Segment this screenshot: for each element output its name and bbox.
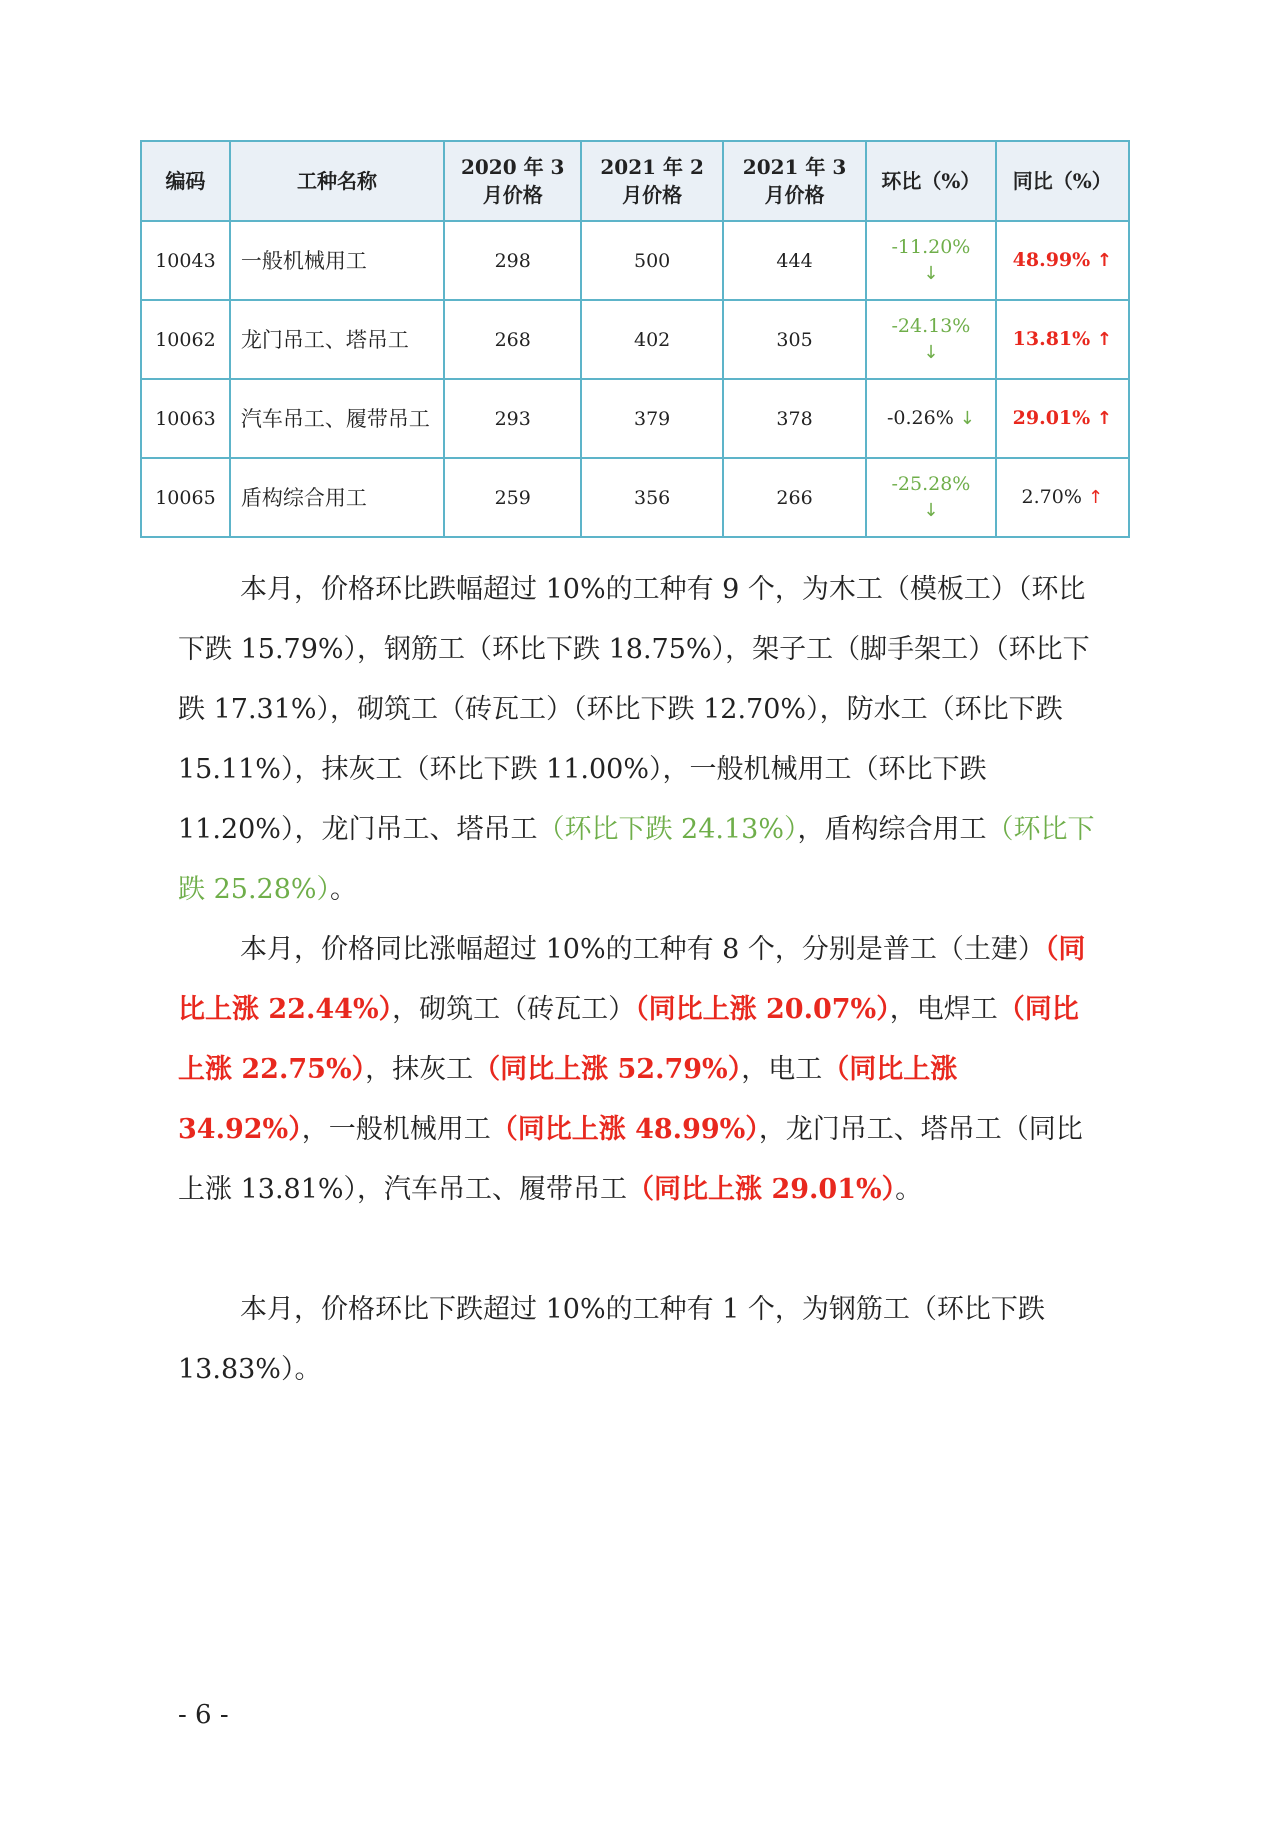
table-row xyxy=(141,379,1129,458)
cell-yoy xyxy=(996,300,1129,379)
header-mom: 环比（%） xyxy=(866,141,995,221)
cell-price: 402 xyxy=(581,300,722,379)
table-row xyxy=(141,458,1129,537)
cell-price: 444 xyxy=(723,221,866,300)
header-name: 工种名称 xyxy=(230,141,444,221)
cell-price: 379 xyxy=(581,379,722,458)
table-header-row xyxy=(141,141,1129,221)
mom-value: -25.28% xyxy=(891,473,971,495)
page-number: - 6 - xyxy=(178,1700,229,1730)
cell-price: 500 xyxy=(581,221,722,300)
para-text: ，盾构综合用工 xyxy=(797,814,987,845)
header-price-2020-03: 2020 年 3 月价格 xyxy=(444,141,581,221)
cell-code: 10063 xyxy=(141,379,230,458)
arrow-up-icon: ↑ xyxy=(1096,250,1112,271)
para-highlight-red: （同比上涨 52.79%） xyxy=(473,1054,742,1085)
header-code: 编码 xyxy=(141,141,230,221)
mom-value: -11.20% xyxy=(891,236,971,258)
cell-price: 378 xyxy=(723,379,866,458)
para-highlight-red: （同比上涨 22.75%） xyxy=(178,994,1079,1085)
para-highlight-red: （同比上涨 29.01%） xyxy=(627,1174,896,1205)
mom-value: -24.13% xyxy=(891,315,971,337)
cell-code: 10065 xyxy=(141,458,230,537)
arrow-down-icon: ↓ xyxy=(923,263,939,284)
paragraph-mom-decline-2: 本月，价格环比下跌超过 10%的工种有 1 个，为钢筋工（环比下跌 13.83%）。 xyxy=(178,1294,1045,1385)
arrow-up-icon: ↑ xyxy=(1096,329,1112,350)
cell-name: 盾构综合用工 xyxy=(230,458,444,537)
para-text: ，电焊工 xyxy=(889,994,998,1025)
para-highlight-green: （环比下跌 24.13%） xyxy=(537,814,798,845)
header-yoy: 同比（%） xyxy=(996,141,1129,221)
cell-yoy xyxy=(996,458,1129,537)
header-price-2021-03: 2021 年 3 月价格 xyxy=(723,141,866,221)
arrow-down-icon: ↓ xyxy=(923,500,939,521)
cell-price: 305 xyxy=(723,300,866,379)
cell-mom xyxy=(866,221,995,300)
paragraph-mom-decline xyxy=(178,560,1098,920)
para-text: 。 xyxy=(895,1174,923,1205)
price-table xyxy=(140,140,1130,538)
yoy-value: 48.99% xyxy=(1012,249,1091,271)
arrow-down-icon: ↓ xyxy=(923,342,939,363)
cell-mom xyxy=(866,379,995,458)
cell-price: 356 xyxy=(581,458,722,537)
para-text: 本月，价格环比跌幅超过 10%的工种有 9 个，为木工（模板工）（环比下跌 15.79%），钢筋工（环比下跌 18.75%），架子工（脚手架工）（环比下跌 17.31%），砌筑工（砖瓦工）（环比下跌 12.70%），防水工（环比下跌 15.11%），抹灰工（环比下跌 11.00%），一般机械用工（环比下跌 11.20%），龙门吊工、塔吊工 xyxy=(178,574,1090,845)
header-price-2021-02: 2021 年 2 月价格 xyxy=(581,141,722,221)
cell-mom xyxy=(866,300,995,379)
cell-name: 汽车吊工、履带吊工 xyxy=(230,379,444,458)
cell-price: 266 xyxy=(723,458,866,537)
cell-price: 298 xyxy=(444,221,581,300)
cell-code: 10043 xyxy=(141,221,230,300)
para-text: 本月，价格同比涨幅超过 10%的工种有 8 个，分别是普工（土建） xyxy=(240,934,1045,965)
para-highlight-red: （同比上涨 20.07%） xyxy=(635,994,890,1025)
cell-mom xyxy=(866,458,995,537)
para-highlight-green: （环比下跌 25.28%） xyxy=(178,814,1095,905)
cell-name: 一般机械用工 xyxy=(230,221,444,300)
para-text: ，抹灰工 xyxy=(365,1054,474,1085)
arrow-up-icon: ↑ xyxy=(1087,487,1104,508)
yoy-value: 13.81% xyxy=(1012,328,1091,350)
para-text: ，砌筑工（砖瓦工） xyxy=(392,994,636,1025)
cell-price: 293 xyxy=(444,379,581,458)
para-highlight-red: （同比上涨 34.92%） xyxy=(178,1054,958,1145)
table-row xyxy=(141,300,1129,379)
mom-value: -0.26% xyxy=(886,407,954,429)
para-text: ，龙门吊工、塔吊工（同比上涨 13.81%），汽车吊工、履带吊工 xyxy=(178,1114,1083,1205)
cell-name: 龙门吊工、塔吊工 xyxy=(230,300,444,379)
cell-yoy xyxy=(996,221,1129,300)
para-text: ，电工 xyxy=(741,1054,823,1085)
para-text: ，一般机械用工 xyxy=(301,1114,491,1145)
para-highlight-red: （同比上涨 22.44%） xyxy=(178,934,1086,1025)
para-text: 。 xyxy=(330,874,358,905)
cell-price: 259 xyxy=(444,458,581,537)
paragraph-yoy-increase xyxy=(178,920,1098,1220)
table-row xyxy=(141,221,1129,300)
yoy-value: 2.70% xyxy=(1021,486,1082,508)
para-highlight-red: （同比上涨 48.99%） xyxy=(490,1114,759,1145)
arrow-down-icon: ↓ xyxy=(959,408,975,429)
cell-yoy xyxy=(996,379,1129,458)
cell-code: 10062 xyxy=(141,300,230,379)
yoy-value: 29.01% xyxy=(1012,407,1091,429)
arrow-up-icon: ↑ xyxy=(1096,408,1112,429)
cell-price: 268 xyxy=(444,300,581,379)
